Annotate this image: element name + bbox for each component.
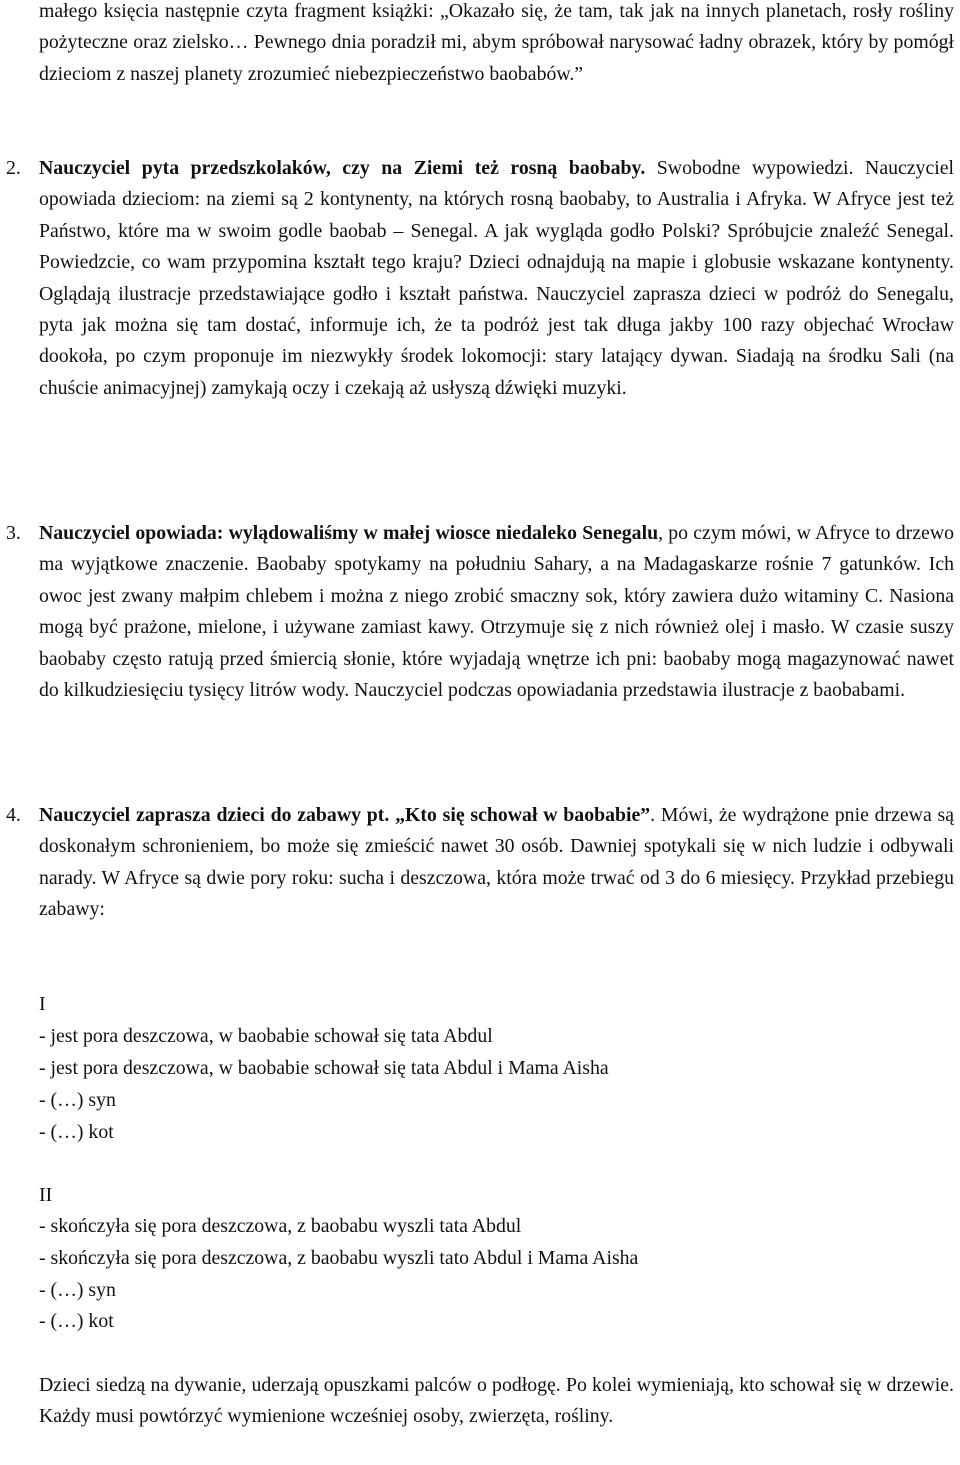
- section-4-paragraph: [6, 800, 954, 926]
- final-paragraph: [39, 1370, 954, 1433]
- game-part-1-line: - jest pora deszczowa, w baobabie schował się tata Abdul i Mama Aisha: [39, 1057, 609, 1079]
- game-part-1-label: I: [39, 993, 46, 1015]
- game-part-1-line: - (…) syn: [39, 1089, 116, 1111]
- final-text: Dzieci siedzą na dywanie, uderzają opuszkami palców o podłogę. Po kolei wymieniają, kto schował się w drzewie. Każdy musi powtórzyć wymienione wcześniej osoby, zwierzęta, rośliny.: [39, 1374, 954, 1428]
- section-4-number: 4.: [6, 804, 21, 826]
- section-4-text: . Mówi, że wydrążone pnie drzewa są doskonałym schronieniem, bo może się zmieścić nawet 30 osób. Dawniej spotykali się w nich ludzie i odbywali narady. W Afryce są dwie pory roku: sucha i deszczowa, która może trwać od 3 do 6 miesięcy. Przykład przebiegu zabawy:: [39, 804, 954, 921]
- game-part-2-line: - (…) kot: [39, 1310, 114, 1332]
- section-2-number: 2.: [6, 157, 21, 179]
- game-part-2-line: - (…) syn: [39, 1279, 116, 1301]
- game-part-2-line: - skończyła się pora deszczowa, z baobabu wyszli tato Abdul i Mama Aisha: [39, 1247, 639, 1269]
- section-3-heading: Nauczyciel opowiada: wylądowaliśmy w małej wiosce niedaleko Senegalu: [39, 522, 659, 544]
- section-2-paragraph: [6, 153, 954, 404]
- game-part-1-line: - jest pora deszczowa, w baobabie schował się tata Abdul: [39, 1025, 493, 1047]
- game-part-1-line: - (…) kot: [39, 1121, 114, 1143]
- section-3-paragraph: [6, 518, 954, 706]
- game-part-2-label: II: [39, 1184, 53, 1206]
- intro-paragraph: [39, 0, 954, 90]
- section-3-number: 3.: [6, 522, 21, 544]
- section-3-text: , po czym mówi, w Afryce to drzewo ma wyjątkowe znaczenie. Baobaby spotykamy na południu Sahary, a na Madagaskarze rośnie 7 gatunków. Ich owoc jest zwany małpim chlebem i można z niego zrobić smaczny sok, który zawiera dużo witaminy C. Nasiona mogą być prażone, mielone, i używane zamiast kawy. Otrzymuje się z nich również olej i masło. W czasie suszy baobaby często ratują przed śmiercią słonie, które wyjadają wnętrze ich pni: baobaby mogą magazynować nawet do kilkudziesięciu tysięcy litrów wody. Nauczyciel podczas opowiadania przedstawia ilustracje z baobabami.: [39, 522, 954, 702]
- section-4-heading: Nauczyciel zaprasza dzieci do zabawy pt. „Kto się schował w baobabie”: [39, 804, 651, 826]
- section-2-text: Swobodne wypowiedzi. Nauczyciel opowiada dzieciom: na ziemi są 2 kontynenty, na których rosną baobaby, to Australia i Afryka. W Afryce jest też Państwo, które ma w swoim godle baobab – Senegal. A jak wygląda godło Polski? Spróbujcie znaleźć Senegal. Powiedzcie, co wam przypomina kształt tego kraju? Dzieci odnajdują na mapie i globusie wskazane kontynenty. Oglądają ilustracje przedstawiające godło i kształt państwa. Nauczyciel zaprasza dzieci w podróż do Senegalu, pyta jak można się tam dostać, informuje ich, że ta podróż jest tak długa jakby 100 razy objechać Wrocław dookoła, po czym proponuje im niezwykły środek lokomocji: stary latający dywan. Siadają na środku Sali (na chuście animacyjnej) zamykają oczy i czekają aż usłyszą dźwięki muzyki.: [39, 157, 954, 399]
- game-part-2-line: - skończyła się pora deszczowa, z baobabu wyszli tata Abdul: [39, 1215, 522, 1237]
- section-2-heading: Nauczyciel pyta przedszkolaków, czy na Ziemi też rosną baobaby.: [39, 157, 646, 179]
- intro-text: małego księcia następnie czyta fragment książki: „Okazało się, że tam, tak jak na innych planetach, rosły rośliny pożyteczne oraz zielsko… Pewnego dnia poradził mi, abym spróbował narysować ładny obrazek, który by pomógł dzieciom z naszej planety zrozumieć niebezpieczeństwo baobabów.”: [39, 0, 954, 85]
